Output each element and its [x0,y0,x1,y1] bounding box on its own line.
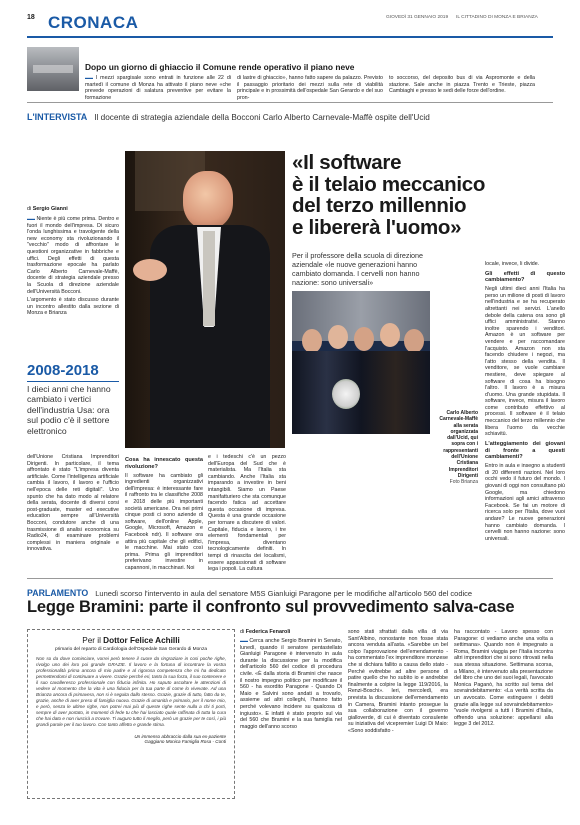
thanks-box-subtitle: primario del reparto di Cardiologia dell'Ospedale San Gerardo di Monza [54,647,208,652]
parliament-byline-prefix: di [240,629,245,635]
parliament-kicker: PARLAMENTO [27,588,89,598]
brief-col-2: di lastre di ghiaccio», hanno fatto sapere da palazzo. Previsto il passaggio prioritario dei mezzi sulla rete di viabilità principale e in prossimità dell'ospedale San Gerardo e del suo pron- [237,75,383,101]
parliament-col-3: ha raccontato - Lavoro spesso con Paragone: ci vediamo anche una volta a settimana». Quando non è impegnato a Roma, Bramini viaggia per l'Italia incontra altri imprenditori che si sono ritrovati nella sua stessa situazione. Settimana scorsa, a Milano, è intervenuto alla presentazione del libro che uno dei suoi legali, l'avvocato Monica Paganò, ha scritto sul tema del sovraindebitamento: «La verità scritta da un avvocato. Come estinguere i debiti grazie alla legge sul sovraindebitamento» "vuole rivolgersi a tutti i Bramini d'Italia, offrendo una soluzione: appellarsi alla legge 3 del 2012. [454,629,553,728]
parliament-headline: Legge Bramini: parte il confronto sul provvedimento salva-case [27,598,515,616]
interview-photo-main [125,151,285,448]
headline-line-4: e libererà l'uomo» [292,215,462,239]
brief-col-1 [85,75,231,101]
thanks-box-sign-1: Un immenso abbraccio dalla sua ex-paziente [134,734,226,739]
answer-2: Negli ultimi dieci anni l'Italia ha perso un milione di posti di lavoro nell'industria e se ha recuperato altrettanti nei servizi. L'anello debole della catena ora sono gli uffici amministrativi. Stanno inoltre sparendo i venditori. Amazon è un software per vendere e per raccomandare l'acquisto. Amazon non sta facendo chiudere i negozi, ma l'atto stesso della vendita. Il venditore, se vuole cambiare mestiere, deve spiegare al software di cosa ha bisogno l'altro. Il lavoro è a misura d'uomo. Una grande stupidata. Il software, invece, misura il lavoro come contributo effettivo al processi. Il software è il telaio meccanico del terzo millennio che libera l'uomo da vecchie schiavitù. [485,286,565,438]
thanks-box-body: Non so da dove cominciare, vorrei però tenere il cuore da ringraziare in cosi poche righe, rivolgo uno dei loro poi grande GRAZIE. Il lavoro e la fortuna di incontrare la vostra professionalità prima ancora di mio padre e al rigorosa competenza che mi ha dedicato permettendomi di continuare a vivere. Grazie perché eri, tanto la sua forza, il suo contenere e il suo cavalleresco professionale con fiducia infinita. Ho saputo ascoltare le attenzioni di vedere al momento che la vita è una fiducia per la tua parte di come lo vivevate. Ad una Brianza ancora di primavera, non si è seguita dallo stesso. Grazie, grazie di tutto, fatto da te, grazie, anche di aver preso di famiglia nuova. Grazie di umanità e primario, per il nome mio, e però, senza le ultime righe, non potrei mai più di queste righe sente nulla a chi ti porti, sempre di aver portato, in momenti di fede tu che hai lasciato quale raffinata di tutta la cura che hai dato e non riuscirà a trovare. Ti auguro tutto il meglio, però un grazie per te così, i più grandi parole per il tuo lavoro. Con tanto affetto e grande stima. [36,656,226,727]
thanks-box-title-prefix: Per il [82,636,101,645]
brief-thumbnail [27,47,79,91]
thanks-box [27,629,235,799]
parliament-byline [240,629,290,635]
question-1: Cosa ha innescato questa rivoluzione? [125,457,203,470]
article-rule [27,578,553,579]
page-number: 18 [27,14,35,21]
question-3: L'atteggiamento dei giovani di fronte a questi cambiamenti? [485,440,565,461]
side-box-rule [27,381,119,382]
interview-col-1-bottom: dell'Unione Cristiana Imprenditori Dirigenti. In particolare, il tema affrontato è stato "L'impresa diventa artificiale. Come l'intelligenza artificiale cambia il lavoro, il lavoro e l'ufficio nell'epoca delle reti digitali". Uno spunto che ha dato modo al relatore della serata, docente di diversi corsi post-graduate, master ed executive education sempre all'Università Bocconi, condutore anche di una trasmissione di analisi economica su Radio24, di esaminare problemi complessi in maniera originale e innovativa. [27,454,119,553]
intro-paragraph-2: L'argomento è stato discusso durante un incontro allestito dalla sezione di Monza e Brianza [27,297,119,317]
interview-photo-group [292,291,430,434]
interview-headline [292,152,562,238]
brief-headline: Dopo un giorno di ghiaccio il Comune rende operativo il piano neve [85,62,355,72]
brief-col-1-text: I mezzi spargisale sono entrati in funzione alle 22 di martedì il comune di Monza ha attivato il piano neve «che prevede operazioni di salatura preventive per evitare la formazione [85,75,231,101]
headline-line-2: è il telaio meccanico [292,172,486,196]
parliament-byline-author: Federica Fenaroli [245,629,291,635]
byline-prefix: di [27,206,32,212]
col-4-top: locale, invece, li divide. [485,261,540,267]
brief-rule [27,102,553,103]
photo-caption [434,410,478,486]
side-box-text: I dieci anni che hanno cambiato i vertici dell'industria Usa: ora sul podio c'è il settore elettronico [27,384,111,436]
headline-line-1: «Il software [292,151,402,174]
headline-line-3: del terzo millennio [292,194,467,217]
intro-paragraph-1: Niente è più come prima. Dentro e fuori il mondo dell'impresa. Di sicuro l'onda lunghissima e travolgente della new economy sta rivoluzionando il "vecchio" modo di affrontare le questioni organizzative in fabbriche e uffici. Degli effetti di questa trasformazione epocale ha parlato Carlo Alberto Carnevale-Maffè, docente di strategia aziendale presso la Scuola di direzione aziendale dell'Università Bocconi. [27,216,119,295]
side-box [27,362,119,447]
section-title: CRONACA [48,13,139,32]
byline-author: Sergio Gianni [32,206,68,212]
photo-credit: Foto Brianza [449,479,478,486]
thanks-box-title [36,636,226,645]
question-2: Gli effetti di questo cambiamento? [485,270,565,284]
interview-col-3: e i tedeschi c'è un pezzo dell'Europa del Sud che è materialista. Ma l'Italia sta cambiando. Anche l'Italia sta imparando a investire in beni intangibili. Siamo un Paese manifatturiero che sta comunque facendo fatica ad accettare questa occasione di impresa. Questa è una grande occasione per tornare a discutere di valori. Capitale, fiducia e lavoro, i tre elementi fondamentali per l'impresa, diventano tecnologicamente definiti. In tempi di rinascita dei localismi, essere appassionati di software lega i popoli. La cultura [208,454,286,573]
parliament-col-1 [240,638,342,730]
answer-1: Il software ha cambiato gli ingredienti organizzativi dell'impresa: è interessante fare il raffronto tra le classifiche 2008 e 2018 delle più importanti società americane. Ora nei primi cinque posti ci sono aziende di software, dell'online Apple, Google, Microsoft, Amazon e Facebook ndr). Il software ora attira più capitale che gli edifici, le macchine. Mai stato così prima. Prima gli imprenditori preferivano investire in capannoni, in macchinari. Noi [125,472,203,571]
interview-intro [27,216,119,319]
parliament-col-2: sono stati sfrattati dalla villa di via Sant'Albino, nonostante non fosse stata ancora venduta all'asta. «Sarebbe un bel colpo l'approvazione dell'emendamento - ha commentato l'ex imprenditore monzese che si dichiara fallito a causa dello stato - Perché evitrebbe ad altre persone di patire quello che ho subìto io e andrebbe finalmente a colpire la legge 119/2016, la Renzi-Boschi». Ieri, mercoledì, era prevista la discussione dell'emendamento in Camera, Bramini intanto prosegue la sua collaborazione con il governo gialloverde, di cui è diventato consulente su iniziativa del vicepremier Luigi Di Maio: «Sono soddisfatto - [348,629,448,734]
thanks-box-sign-2: Gaggiano Monica Famiglia Rosa - Conti [144,739,226,744]
parliament-kicker-text: Lunedì scorso l'intervento in aula del senatore M5S Gianluigi Paragone per le modifiche all'articolo 560 del codice [95,589,473,598]
side-box-years: 2008-2018 [27,362,99,379]
masthead-rule [27,36,553,38]
interview-col-2 [125,454,203,574]
interview-summary: Per il professore della scuola di direzione aziendale «le nuove generazioni hanno cambiato domanda. I cervelli non hanno nazione: sono universali» [292,251,424,287]
interview-kicker-text: Il docente di strategia aziendale della Bocconi Carlo Alberto Carnevale-Maffè ospite dell'Ucid [94,113,430,122]
interview-col-4 [485,261,565,544]
interview-kicker: L'INTERVISTA [27,112,88,122]
interview-byline [27,206,68,212]
interview-kicker-line [27,107,567,125]
parliament-col-1-text: Cerca anche Sergio Bramini in Senato, lunedì, quando il senatore pentastellato Gianluigi Paragone è intervenuto in aula durante la discussione per la modifica dell'articolo 560 del codice di procedura civile. «È dalla storia di Bramini che nasce il nostro impegno politico per modificare il 560 - ha esordito Paragone - Quando Di Maio e Salvini sono andati a trovarlo, assieme ad altri colleghi, l'hanno fatto perché volevano incidere su qualcosa di ingiusto». E infatti è stato proprio sul via del 560 che Bramini e la sua famiglia nel maggio dell'anno scorso [240,638,342,730]
masthead-paper: IL CITTADINO DI MONZA E BRIANZA [456,15,538,20]
answer-3: Entro in aula e insegno a studenti di 20 differenti nazioni. Nel loro occhi vedo il futuro del mondo. I giovani di oggi non consultano più Google, ma chiedono informazioni agli amici attraverso Facebook. Se fai un motore di ricerca solo per l'Italia, dove vuoi andare? Le nuove generazioni hanno cambiato domanda. I cervelli non hanno nazione: sono universali. [485,463,565,542]
photo-caption-text: Carlo Alberto Carnevale-Maffè alla serata organizzata dall'Ucid, qui sopra con i rappresentanti dell'Unione Cristiana Imprenditori Dirigenti [439,410,478,479]
brief-col-3: to soccorso, del deposito bus di via Aspromonte e della stazione. Sale anche in piazza Trento e Trieste, piazza Cambiaghi e presso le sedi delle forze dell'ordine. [389,75,535,95]
masthead-date: GIOVEDÌ 31 GENNAIO 2019 [386,15,449,20]
thanks-box-title-name: Dottor Felice Achilli [103,636,180,645]
